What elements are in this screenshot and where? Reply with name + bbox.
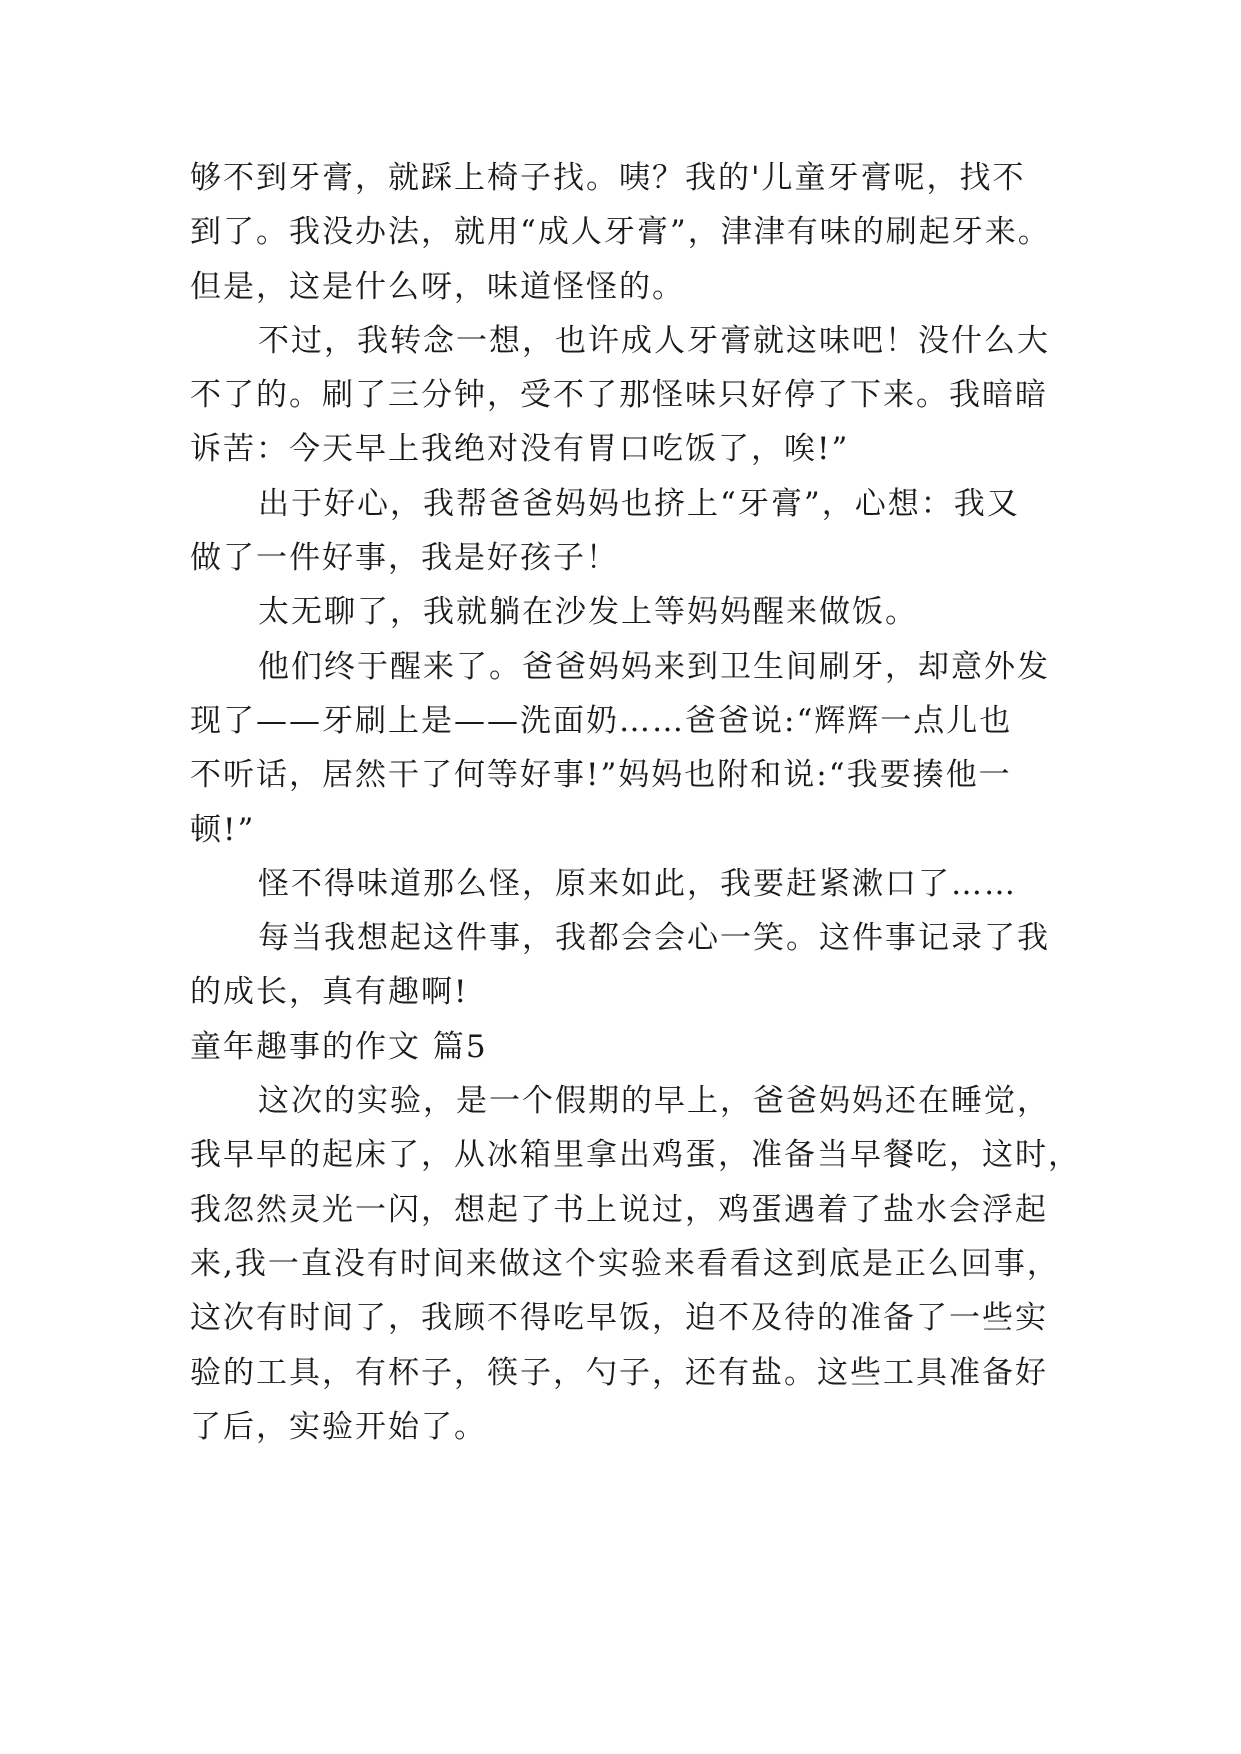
text-line: 验的工具，有杯子，筷子，勺子，还有盐。这些工具准备好 [190,1354,1048,1391]
text-line: 做了一件好事，我是好孩子！ [190,540,619,577]
paragraph-4 [190,585,1070,639]
text-line: 每当我想起这件事，我都会会心一笑。这件事记录了我 [258,920,1050,957]
paragraph-5 [190,640,1070,857]
text-line: 但是，这是什么呀，味道怪怪的。 [190,268,685,305]
text-line: 这次的实验，是一个假期的早上，爸爸妈妈还在睡觉， [258,1083,1050,1120]
paragraph-7 [190,911,1070,1020]
text-line: 了后，实验开始了。 [190,1408,487,1445]
text-line: 他们终于醒来了。爸爸妈妈来到卫生间刷牙，却意外发 [258,648,1050,685]
text-line: 怪不得味道那么怪，原来如此，我要赶紧漱口了…… [258,865,1017,902]
text-line: 不了的。刷了三分钟，受不了那怪味只好停了下来。我暗暗 [190,377,1048,414]
text-line: 来,我一直没有时间来做这个实验来看看这到底是正么回事， [190,1245,1060,1282]
text-line: 到了。我没办法，就用“成人牙膏”，津津有味的刷起牙来。 [190,214,1051,251]
text-line: 不听话，居然干了何等好事!”妈妈也附和说:“我要揍他一 [190,757,1012,794]
text-line: 我忽然灵光一闪，想起了书上说过，鸡蛋遇着了盐水会浮起 [190,1191,1048,1228]
text-line: 够不到牙膏，就踩上椅子找。咦？我的'儿童牙膏呢，找不 [190,160,1026,196]
text-line: 我早早的起床了，从冰箱里拿出鸡蛋，准备当早餐吃，这时， [190,1137,1081,1174]
text-line: 太无聊了，我就躺在沙发上等妈妈醒来做饭。 [258,594,918,631]
text-line: 不过，我转念一想，也许成人牙膏就这味吧！没什么大 [258,322,1050,359]
text-line: 顿!” [190,811,256,848]
paragraph-3 [190,477,1070,586]
text-line: 诉苦：今天早上我绝对没有胃口吃饭了，唉!” [190,431,850,468]
document-body [190,151,1081,1454]
text-line: 的成长，真有趣啊! [190,974,469,1011]
paragraph-6 [190,857,1070,911]
text-line: 这次有时间了，我顾不得吃早饭，迫不及待的准备了一些实 [190,1300,1048,1337]
text-line: 出于好心，我帮爸爸妈妈也挤上“牙膏”，心想：我又 [258,485,1020,522]
paragraph-2 [190,314,1070,477]
text-line: 现了——牙刷上是——洗面奶……爸爸说:“辉辉一点儿也 [190,702,1013,739]
section-heading: 童年趣事的作文 篇5 [190,1028,488,1065]
paragraph-1 [190,151,1070,314]
paragraph-8 [190,1074,1081,1454]
